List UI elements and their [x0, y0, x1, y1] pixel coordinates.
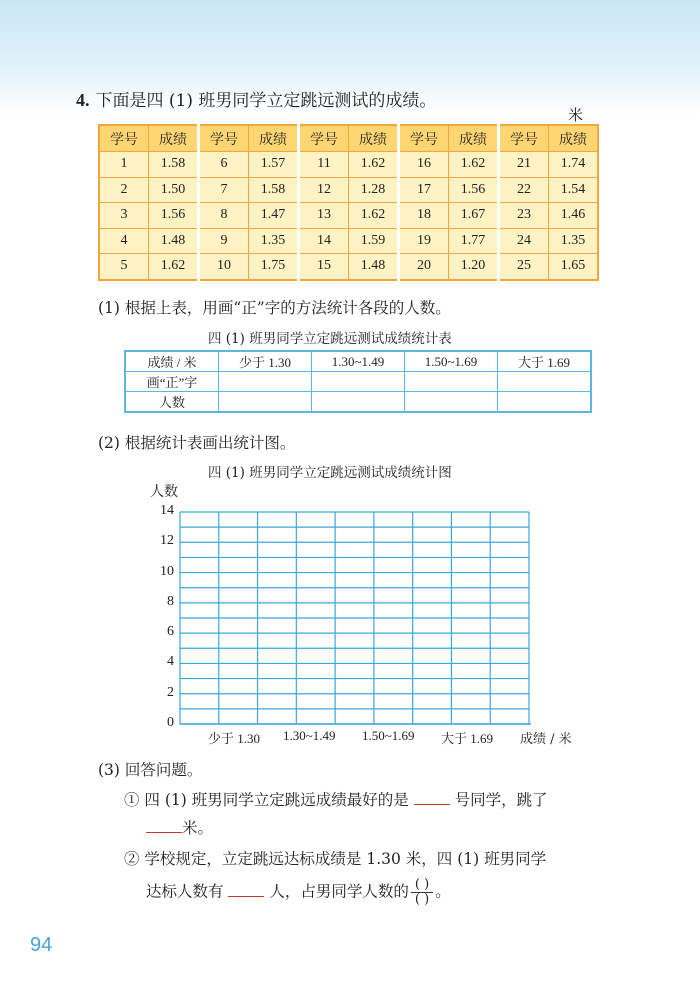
question-3-2: ② 学校规定，立定跳远达标成绩是 1.30 米，四 (1) 班男同学 — [124, 850, 547, 868]
score-table-row — [99, 177, 598, 203]
tally-row — [125, 372, 591, 392]
student-number-cell: 20 — [399, 254, 449, 280]
student-number-cell: 12 — [299, 177, 349, 203]
score-cell: 1.77 — [449, 228, 499, 254]
question-3-1: ① 四 (1) 班男同学立定跳远成绩最好的是 号同学，跳了 — [124, 791, 548, 809]
student-number-cell: 7 — [199, 177, 249, 203]
student-number-cell: 3 — [99, 203, 149, 229]
score-cell: 1.48 — [349, 254, 399, 280]
score-cell: 1.74 — [549, 152, 599, 178]
score-table — [98, 124, 599, 281]
tally-label-cell: 1.50~1.69 — [405, 351, 498, 372]
tally-label-cell: 少于 1.30 — [219, 351, 312, 372]
student-number-cell: 6 — [199, 152, 249, 178]
score-cell: 1.62 — [149, 254, 199, 280]
student-number-cell: 22 — [499, 177, 549, 203]
student-number-cell: 学号 — [99, 125, 149, 152]
tally-input-cell[interactable] — [312, 372, 405, 392]
y-tick-label: 4 — [167, 654, 174, 670]
score-cell: 1.67 — [449, 203, 499, 229]
chart-caption: 四 (1) 班男同学立定跳远测试成绩统计图 — [208, 465, 452, 481]
tally-input-cell[interactable] — [498, 392, 592, 413]
tally-header-row — [125, 351, 591, 372]
part2-instruction: (2) 根据统计表画出统计图。 — [98, 434, 296, 452]
score-cell: 1.20 — [449, 254, 499, 280]
answer-blank-student-number[interactable] — [414, 790, 450, 805]
score-table-row — [99, 254, 598, 280]
score-cell: 成绩 — [149, 125, 199, 152]
student-number-cell: 学号 — [399, 125, 449, 152]
question-3-1-cont: 米。 — [146, 816, 213, 838]
chart-x-axis-label: 成绩 / 米 — [520, 732, 572, 747]
score-table-header — [99, 125, 598, 152]
score-cell: 成绩 — [549, 125, 599, 152]
student-number-cell: 学号 — [199, 125, 249, 152]
tally-table — [124, 350, 592, 413]
student-number-cell: 4 — [99, 228, 149, 254]
y-tick-label: 10 — [160, 563, 174, 579]
tally-input-cell[interactable] — [312, 392, 405, 413]
answer-fraction[interactable]: $\frac{( )}{( )}$ — [411, 878, 433, 907]
score-cell: 1.56 — [449, 177, 499, 203]
y-tick-label: 12 — [160, 533, 174, 549]
score-cell: 1.62 — [449, 152, 499, 178]
score-cell: 成绩 — [249, 125, 299, 152]
tally-label-cell: 人数 — [125, 392, 219, 413]
page-number: 94 — [30, 934, 53, 956]
score-cell: 1.48 — [149, 228, 199, 254]
score-cell: 1.35 — [549, 228, 599, 254]
question-3-2-cont: 达标人数有 人，占男同学人数的 $\frac{( )}{( )}$ 。 — [146, 877, 451, 907]
y-tick-label: 0 — [167, 715, 174, 730]
student-number-cell: 23 — [499, 203, 549, 229]
student-number-cell: 19 — [399, 228, 449, 254]
student-number-cell: 学号 — [499, 125, 549, 152]
score-cell: 1.58 — [149, 152, 199, 178]
tally-label-cell: 成绩 / 米 — [125, 351, 219, 372]
table-unit-label: 米 — [568, 106, 584, 124]
tally-input-cell[interactable] — [219, 372, 312, 392]
x-tick-label: 1.50~1.69 — [362, 728, 415, 743]
score-cell: 1.35 — [249, 228, 299, 254]
question-number: 4. — [76, 90, 90, 110]
student-number-cell: 学号 — [299, 125, 349, 152]
part1-instruction: (1) 根据上表，用画“正”字的方法统计各段的人数。 — [98, 299, 451, 317]
score-cell: 1.47 — [249, 203, 299, 229]
student-number-cell: 14 — [299, 228, 349, 254]
score-cell: 成绩 — [349, 125, 399, 152]
score-cell: 成绩 — [449, 125, 499, 152]
tally-table-caption: 四 (1) 班男同学立定跳远测试成绩统计表 — [208, 331, 452, 347]
tally-input-cell[interactable] — [405, 372, 498, 392]
x-tick-label: 少于 1.30 — [208, 731, 261, 746]
student-number-cell: 10 — [199, 254, 249, 280]
student-number-cell: 8 — [199, 203, 249, 229]
part3-instruction: (3) 回答问题。 — [98, 761, 203, 779]
student-number-cell: 17 — [399, 177, 449, 203]
score-cell: 1.56 — [149, 203, 199, 229]
score-cell: 1.62 — [349, 152, 399, 178]
tally-input-cell[interactable] — [219, 392, 312, 413]
x-tick-label: 1.30~1.49 — [283, 728, 336, 743]
y-tick-label: 6 — [167, 624, 174, 640]
score-table-row — [99, 228, 598, 254]
y-tick-label: 8 — [167, 593, 174, 609]
score-cell: 1.59 — [349, 228, 399, 254]
score-table-row — [99, 152, 598, 178]
chart-y-axis-label: 人数 — [150, 484, 178, 500]
tally-row — [125, 392, 591, 413]
score-cell: 1.28 — [349, 177, 399, 203]
score-cell: 1.65 — [549, 254, 599, 280]
answer-blank-distance[interactable] — [146, 818, 182, 833]
student-number-cell: 13 — [299, 203, 349, 229]
student-number-cell: 2 — [99, 177, 149, 203]
score-cell: 1.46 — [549, 203, 599, 229]
student-number-cell: 21 — [499, 152, 549, 178]
student-number-cell: 24 — [499, 228, 549, 254]
tally-input-cell[interactable] — [498, 372, 592, 392]
score-cell: 1.75 — [249, 254, 299, 280]
score-cell: 1.54 — [549, 177, 599, 203]
tally-input-cell[interactable] — [405, 392, 498, 413]
student-number-cell: 16 — [399, 152, 449, 178]
score-cell: 1.62 — [349, 203, 399, 229]
score-cell: 1.57 — [249, 152, 299, 178]
tally-label-cell: 大于 1.69 — [498, 351, 592, 372]
tally-label-cell: 1.30~1.49 — [312, 351, 405, 372]
student-number-cell: 18 — [399, 203, 449, 229]
question-title: 4. 下面是四 (1) 班男同学立定跳远测试的成绩。 — [76, 90, 437, 111]
student-number-cell: 15 — [299, 254, 349, 280]
answer-blank-count[interactable] — [228, 882, 264, 897]
y-tick-label: 14 — [160, 503, 174, 518]
score-cell: 1.50 — [149, 177, 199, 203]
score-table-row — [99, 203, 598, 229]
score-cell: 1.58 — [249, 177, 299, 203]
y-tick-label: 2 — [167, 684, 174, 700]
student-number-cell: 11 — [299, 152, 349, 178]
tally-label-cell: 画“正”字 — [125, 372, 219, 392]
student-number-cell: 25 — [499, 254, 549, 280]
student-number-cell: 9 — [199, 228, 249, 254]
student-number-cell: 5 — [99, 254, 149, 280]
x-tick-label: 大于 1.69 — [441, 731, 494, 746]
student-number-cell: 1 — [99, 152, 149, 178]
